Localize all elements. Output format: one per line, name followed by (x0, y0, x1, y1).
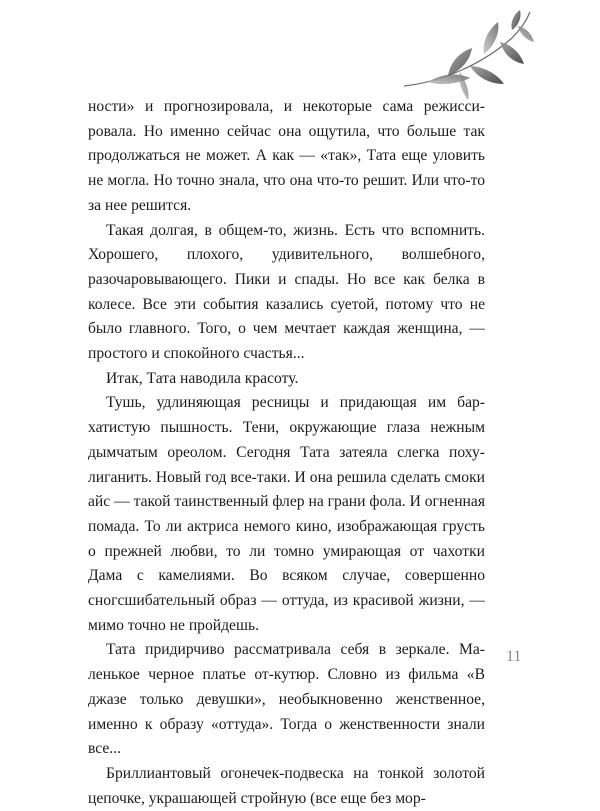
page-number: 11 (506, 648, 522, 665)
leaf-branch-icon (400, 8, 535, 103)
body-text (88, 95, 485, 811)
paragraph-6: Бриллиантовый огонечек-подвеска на тонкой золотой цепочке, украшающей стройную (все еще без мор- (88, 764, 485, 807)
paragraph-2: Такая долгая, в общем-то, жизнь. Есть что вспомнить. Хорошего, плохого, удивительного, волшебного, разочаровывающего. Пики и спады. Но все как белка в колесе. Все эти события казались суетой, потому что не было главного. Того, о чем мечтает каждая женщина, — простого и спокойного счастья... (88, 221, 485, 363)
paragraph-4: Тушь, удлиняющая ресницы и придающая им бархатистую пышность. Тени, окружающие глаза нежным дымчатым ореолом. Сегодня Тата затеяла слегка похулиганить. Новый год все-таки. И она решила сделать смоки айс — такой таинственный флер на грани фола. И огненная помада. То ли актриса немого кино, изображающая грусть о прежней любви, то ли томно умирающая от чахотки Дама с камелиями. Во всяком случае, совершенно сногсшибательный образ — оттуда, из красивой жизни, — мимо точно не пройдешь. (88, 394, 485, 634)
paragraph-5: Тата придирчиво рассматривала себя в зеркале. Маленькое черное платье от-кутюр. Словно из фильма «В джазе только девушки», необыкновенно женственное, именно к образу «оттуда». Тогда о женственности знали все... (88, 641, 485, 758)
paragraph-1: ности» и прогнозировала, и некоторые сама режиссировала. Но именно сейчас она ощутила, что больше так продолжаться не может. А как — «так», Тата еще уловить не могла. Но точно знала, что она что-то решит. Или что-то за нее решится. (88, 98, 485, 214)
paragraph-3: Итак, Тата наводила красоту. (106, 369, 299, 387)
